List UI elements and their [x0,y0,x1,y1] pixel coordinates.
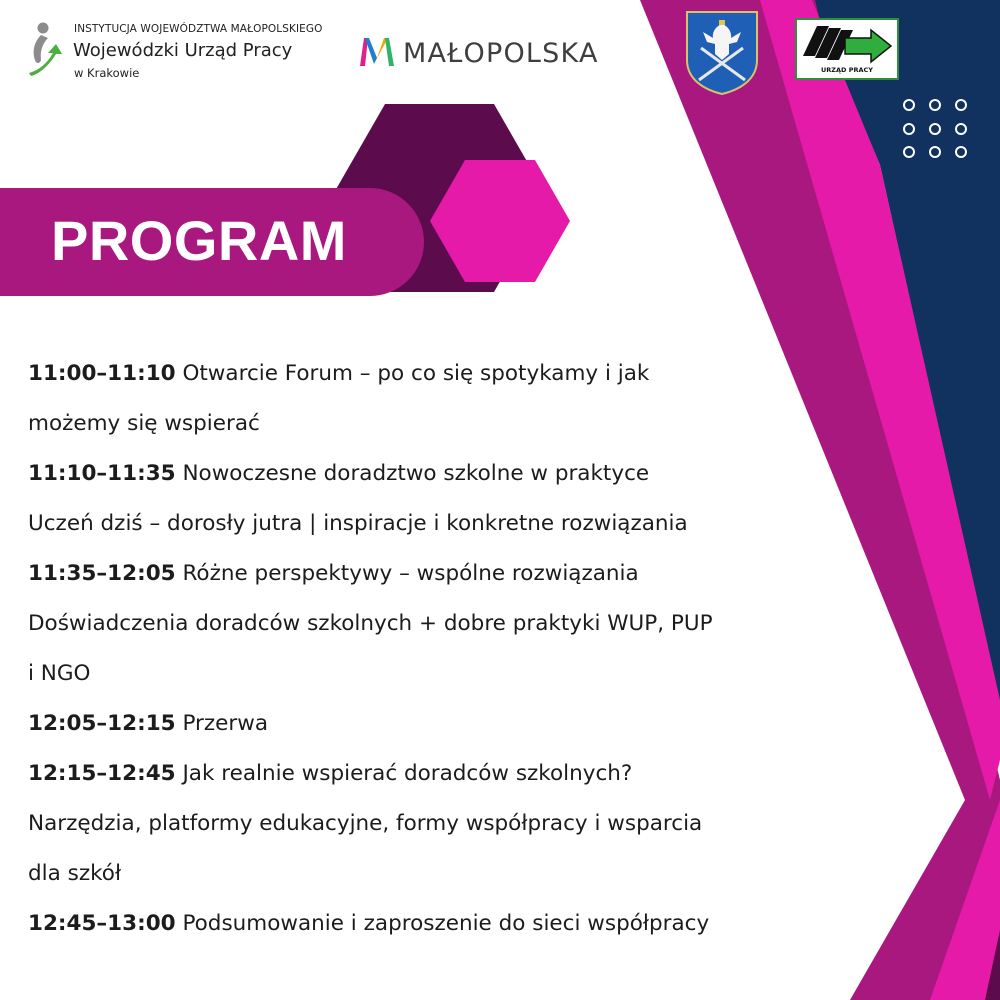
agenda-row [28,799,828,849]
agenda-row [28,749,828,799]
agenda-row [28,499,828,549]
agenda-row [28,699,828,749]
wup-city-line: w Krakowie [74,66,140,80]
agenda-text: i NGO [28,661,91,686]
agenda-time: 12:45–13:00 [28,911,176,936]
urzad-pracy-logo [795,18,899,80]
urzad-pracy-label: URZĄD PRACY [821,66,873,74]
agenda-text: Jak realnie wspierać doradców szkolnych? [175,761,633,786]
agenda-row [28,349,828,399]
agenda-text: możemy się wspierać [28,411,260,436]
malopolska-m-icon [358,36,396,68]
agenda-text: Uczeń dziś – dorosły jutra | inspiracje i konkretne rozwiązania [28,511,688,536]
agenda-row [28,849,828,899]
agenda-row [28,449,828,499]
agenda-time: 11:00–11:10 [28,361,176,386]
agenda-text: Różne perspektywy – wspólne rozwiązania [175,561,639,586]
agenda-text: Narzędzia, platformy edukacyjne, formy współpracy i wsparcia [28,811,703,836]
agenda-time: 11:35–12:05 [28,561,176,586]
decorative-dot-grid [903,99,973,161]
agenda-text: Otwarcie Forum – po co się spotykamy i jak [175,361,650,386]
agenda-time: 12:05–12:15 [28,711,176,736]
agenda-text: Nowoczesne doradztwo szkolne w praktyce [175,461,650,486]
agenda-row [28,599,828,649]
agenda-time: 12:15–12:45 [28,761,176,786]
agenda-row [28,549,828,599]
agenda-row [28,399,828,449]
coat-of-arms-icon [685,10,759,96]
wup-name-line: Wojewódzki Urząd Pracy [73,40,293,61]
person-figure-icon [26,20,70,80]
wup-logo [26,20,326,82]
agenda-list [28,349,828,949]
page-title: PROGRAM [51,209,347,272]
agenda-time: 11:10–11:35 [28,461,176,486]
malopolska-wordmark: MAŁOPOLSKA [403,38,599,69]
agenda-text: Podsumowanie i zaproszenie do sieci współpracy [175,911,710,936]
agenda-text: Doświadczenia doradców szkolnych + dobre praktyki WUP, PUP [28,611,713,636]
agenda-text: Przerwa [175,711,268,736]
agenda-row [28,649,828,699]
wup-institution-line: INSTYTUCJA WOJEWÓDZTWA MAŁOPOLSKIEGO [74,23,323,35]
agenda-row [28,899,828,949]
agenda-text: dla szkół [28,861,122,886]
